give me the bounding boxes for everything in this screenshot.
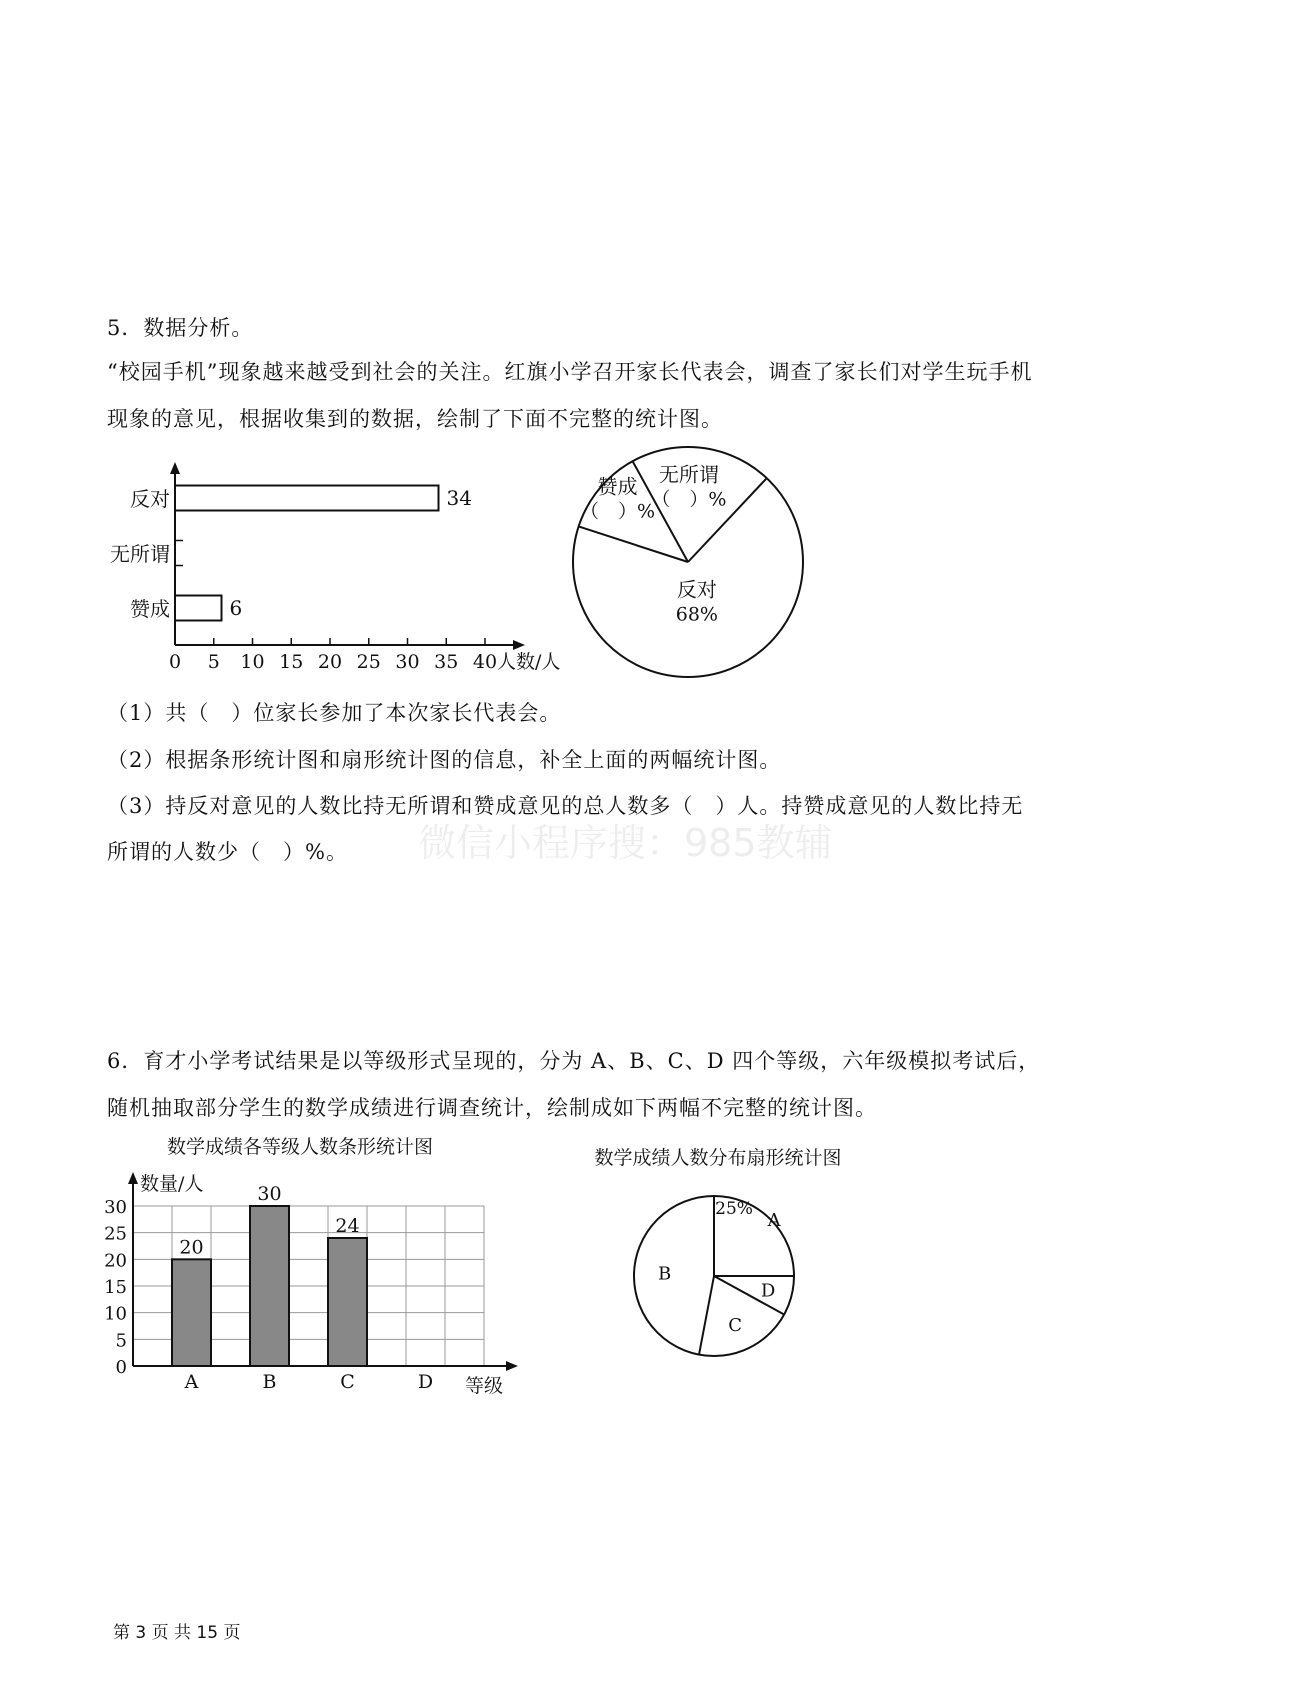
x-tick-label: 25 (356, 651, 381, 673)
y-tick-label: 25 (104, 1223, 127, 1245)
slice-value--: 68% (675, 603, 718, 626)
q6-title-line1: 6．育才小学考试结果是以等级形式呈现的，分为 A、B、C、D 四个等级，六年级模拟考试后， (107, 1049, 1041, 1073)
bar-3 (175, 596, 222, 621)
category-label-1: 反对 (130, 487, 170, 511)
q6-bar-chart (104, 1136, 518, 1397)
category-label-2: 无所谓 (110, 542, 170, 566)
bar-value-label-3: 6 (229, 596, 243, 620)
category-label-3: 赞成 (130, 597, 170, 621)
bar-c (328, 1238, 367, 1366)
chart-title: 数学成绩人数分布扇形统计图 (594, 1147, 842, 1169)
slice-label-d: D (760, 1280, 776, 1302)
category-label-b: B (262, 1371, 277, 1393)
q5-sub3-line2: 所谓的人数少（ ）%。 (107, 840, 348, 864)
bar-value-label-a: 20 (179, 1236, 204, 1259)
x-tick-label: 5 (207, 651, 220, 673)
slice-label--: 无所谓 (658, 462, 719, 487)
slice-value--: （ ）% (579, 500, 656, 523)
bar-a (172, 1259, 211, 1366)
x-tick-label: 20 (317, 651, 343, 673)
slice-label-c: C (728, 1314, 743, 1336)
q5-paragraph-line1: “校园手机”现象越来越受到社会的关注。红旗小学召开家长代表会，调查了家长们对学生玩手机 (107, 360, 1033, 384)
chart-title: 数学成绩各等级人数条形统计图 (166, 1136, 434, 1158)
page-footer: 第 3 页 共 15 页 (113, 1623, 241, 1643)
q5-sub1: （1）共（ ）位家长参加了本次家长代表会。 (107, 701, 562, 725)
y-tick-label: 15 (104, 1277, 127, 1298)
y-tick-label: 5 (115, 1330, 127, 1352)
q6-pie-chart (594, 1147, 841, 1356)
slice-label-a: A (767, 1209, 781, 1231)
q5-title: 5．数据分析。 (107, 316, 254, 340)
bar-value-label-1: 34 (446, 486, 472, 510)
x-tick-label: 15 (279, 651, 304, 673)
bar-value-label-c: 24 (335, 1215, 360, 1237)
q5-pie-chart (573, 447, 803, 677)
bar-1 (175, 486, 439, 511)
category-label-a: A (184, 1371, 199, 1393)
x-tick-label: 0 (168, 651, 182, 673)
watermark-text: 微信小程序搜：985教辅 (418, 821, 833, 865)
y-axis-label: 数量/人 (140, 1173, 204, 1195)
bar-b (250, 1206, 289, 1366)
x-tick-label: 40 (472, 651, 498, 673)
q5-sub2: （2）根据条形统计图和扇形统计图的信息，补全上面的两幅统计图。 (107, 748, 782, 772)
x-axis-arrow (506, 1361, 518, 1371)
y-tick-label: 10 (104, 1303, 127, 1325)
slice-label--: 赞成 (597, 474, 638, 499)
x-tick-label: 30 (395, 651, 420, 673)
y-tick-label: 0 (115, 1357, 127, 1378)
slice-value--: （ ）% (651, 488, 727, 511)
y-tick-label: 20 (104, 1250, 127, 1272)
category-label-c: C (340, 1371, 355, 1393)
q5-sub3-line1: （3）持反对意见的人数比持无所谓和赞成意见的总人数多（ ）人。持赞成意见的人数比持无 (107, 794, 1024, 818)
y-axis-arrow (128, 1172, 138, 1184)
x-axis-label: 等级 (464, 1375, 504, 1397)
bar-value-label-b: 30 (257, 1183, 282, 1205)
q6-title-line2: 随机抽取部分学生的数学成绩进行调查统计，绘制成如下两幅不完整的统计图。 (107, 1096, 877, 1120)
y-axis-arrow (170, 462, 180, 474)
category-label-d: D (417, 1371, 434, 1393)
slice-label-b: B (658, 1263, 672, 1285)
slice-label--: 反对 (676, 577, 717, 602)
q5-paragraph-line2: 现象的意见，根据收集到的数据，绘制了下面不完整的统计图。 (107, 407, 723, 431)
slice-value-a: 25% (715, 1198, 753, 1219)
x-axis-arrow (513, 640, 525, 650)
y-tick-label: 30 (104, 1197, 127, 1218)
x-axis-label: 人数/人 (497, 651, 561, 673)
x-tick-label: 35 (434, 651, 459, 673)
q5-bar-chart (110, 462, 560, 673)
x-tick-label: 10 (240, 651, 265, 673)
